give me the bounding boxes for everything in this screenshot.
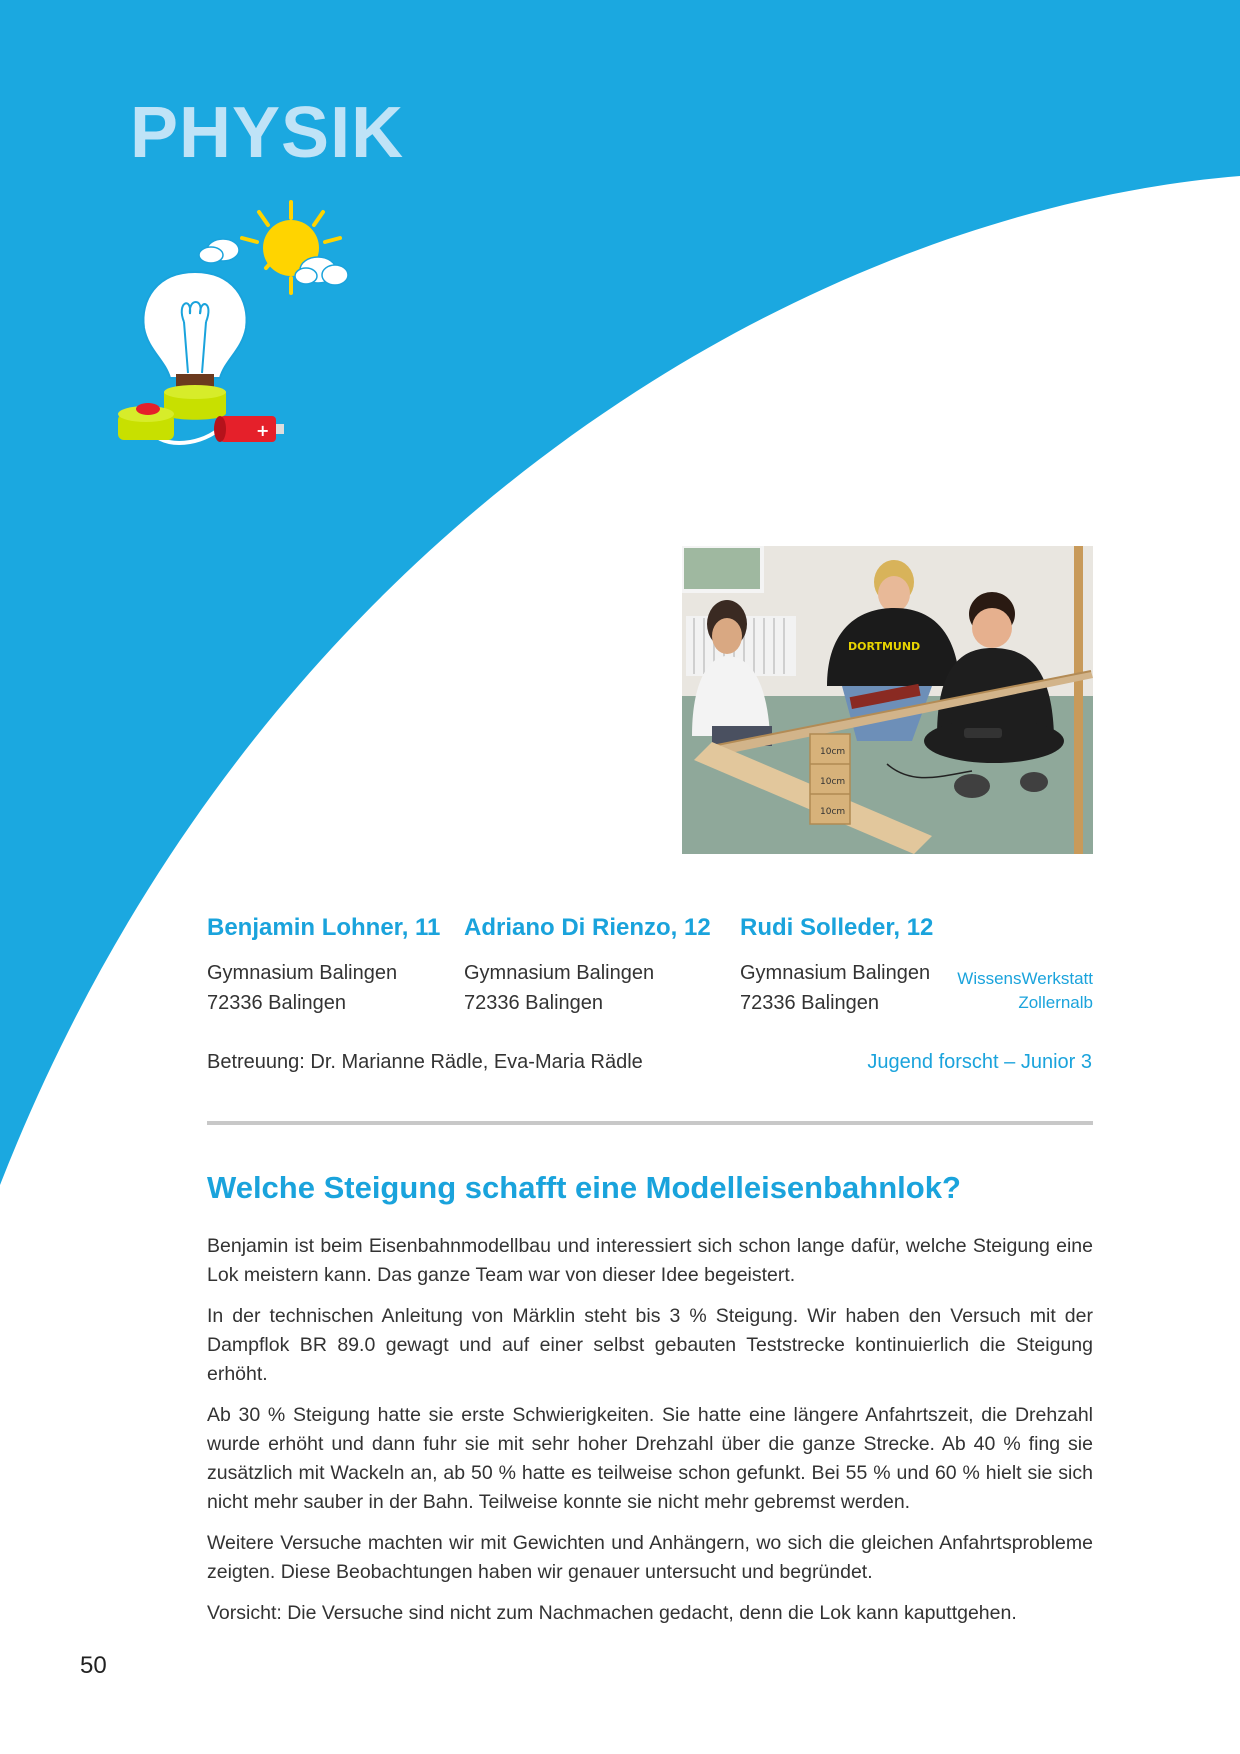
hoodie-lettering: DORTMUND xyxy=(848,640,921,653)
author-school: Gymnasium Balingen xyxy=(740,962,931,984)
author-name: Rudi Solleder, 12 xyxy=(740,914,934,941)
box-label-2: 10cm xyxy=(820,777,846,787)
author-name: Adriano Di Rienzo, 12 xyxy=(464,914,711,941)
competition-category: Jugend forscht – Junior 3 xyxy=(867,1051,1092,1073)
author-name: Benjamin Lohner, 11 xyxy=(207,914,441,941)
team-photo xyxy=(682,546,1093,854)
author-city: 72336 Balingen xyxy=(207,992,347,1014)
paragraph: Benjamin ist beim Eisenbahnmodellbau und interessiert sich schon lange dafür, welche Steigung eine Lok meistern kann. Das ganze Team war von dieser Idee begeistert. xyxy=(207,1235,1093,1286)
page-number: 50 xyxy=(80,1652,107,1679)
author-city: 72336 Balingen xyxy=(464,992,604,1014)
organization-line-2: Zollernalb xyxy=(1018,993,1093,1012)
paragraph: In der technischen Anleitung von Märklin steht bis 3 % Steigung. Wir haben den Versuch mit der Dampflok BR 89.0 gewagt und auf einer selbst gebauten Teststrecke kontinuierlich die Steigung erhöht. xyxy=(207,1305,1093,1385)
box-label-1: 10cm xyxy=(820,747,846,757)
battery-plus-sign: + xyxy=(256,421,270,440)
subject-title: PHYSIK xyxy=(130,93,405,173)
paragraph: Vorsicht: Die Versuche sind nicht zum Nachmachen gedacht, denn die Lok kann kaputtgehen. xyxy=(207,1602,1017,1624)
paragraph: Ab 30 % Steigung hatte sie erste Schwierigkeiten. Sie hatte eine längere Anfahrtszeit, die Drehzahl wurde erhöht und dann fuhr sie mit sehr hoher Drehzahl über die ganze Strecke. Ab 40 % fing sie zusätzlich mit Wackeln an, ab 50 % hatte es teilweise schon gefunkt. Bei 55 % und 60 % hielt sie sich nicht mehr sauber in der Bahn. Teilweise konnte sie nicht mehr gebremst werden. xyxy=(207,1404,1093,1513)
supervision: Betreuung: Dr. Marianne Rädle, Eva-Maria Rädle xyxy=(207,1051,643,1073)
paragraph: Weitere Versuche machten wir mit Gewichten und Anhängern, wo sich die gleichen Anfahrtsprobleme zeigten. Diese Beobachtungen haben wir genauer untersucht und begründet. xyxy=(207,1532,1093,1583)
box-label-3: 10cm xyxy=(820,807,846,817)
divider xyxy=(207,1121,1093,1125)
article-headline: Welche Steigung schafft eine Modelleisenbahnlok? xyxy=(207,1170,961,1205)
author-school: Gymnasium Balingen xyxy=(464,962,655,984)
organization-line-1: WissensWerkstatt xyxy=(957,969,1093,988)
author-city: 72336 Balingen xyxy=(740,992,880,1014)
author-school: Gymnasium Balingen xyxy=(207,962,398,984)
lightbulb-sun-battery-icon xyxy=(118,198,358,458)
article-body xyxy=(207,1232,1093,1640)
author-3 xyxy=(740,914,933,1018)
author-1 xyxy=(207,914,440,1018)
author-2 xyxy=(464,914,711,1018)
organization xyxy=(957,967,1093,1015)
